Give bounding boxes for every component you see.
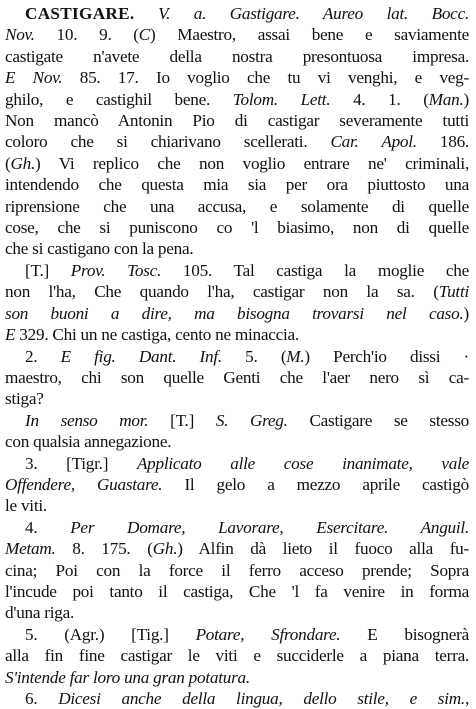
italic-text: Per Domare, Lavorare, Esercitare. Anguil. [70,517,469,537]
entry-text: 3. [Tigr.] [25,453,137,473]
entry-text: riprensione che una accusa, e solamente di quelle [5,196,469,216]
italic-text: Potare, Sfrondare. [195,624,341,644]
entry-text: castigate n'avete della nostra presontuosa impresa. [5,46,469,66]
entry-text: che si castigano con la pena. [5,239,194,259]
italic-text: Gh. [10,153,36,173]
entry-text: con qualsia annegazione. [5,432,172,452]
entry-line [5,346,469,367]
entry-line [5,602,469,623]
italic-text: E fig. Dant. Inf. [60,346,222,366]
entry-text: 10. 9. ( [34,25,139,45]
italic-text: E Nov. [5,68,63,88]
entry-text: alla fin fine castigar le viti e succiderle a piana terra. [5,646,469,666]
entry-line [5,46,469,67]
italic-text: Prov. Tosc. [70,260,162,280]
italic-text: Offendere, Guastare. [5,474,163,494]
entry-text: 6. [25,689,59,708]
entry-line [5,538,469,559]
entry-text: 2. [25,346,61,366]
entry-text: stiga? [5,389,44,409]
entry-text: d'una riga. [5,603,75,623]
entry-text: coloro che si chiarivano scellerati. [5,132,331,152]
entry-line [5,560,469,581]
entry-line [5,174,469,195]
entry-line [5,431,469,452]
headword: CASTIGARE. [25,4,135,23]
entry-text: 5. ( [221,346,287,366]
entry-line [5,517,469,538]
entry-line [5,388,469,409]
entry-text: 8. 175. ( [55,539,153,559]
entry-line [5,24,469,45]
italic-text: S'intende far loro una gran potatura. [5,667,250,687]
entry-text: Non mancò Antonin Pio di castigar severamente tutti [5,111,469,131]
entry-line [5,131,469,152]
entry-text: 4. [25,517,71,537]
entry-text: 329. Chi un ne castiga, cento ne minaccia. [15,325,299,345]
italic-text: Nov. [5,25,35,45]
entry-text: [T.] [25,260,71,280]
entry-line [5,196,469,217]
entry-text: ) Perch'io dissi · [304,346,469,366]
italic-text: Applicato alle cose inanimate, vale [136,453,469,473]
entry-line [5,367,469,388]
entry-text: , [464,689,469,708]
entry-line [5,153,469,174]
italic-text: Car. Apol. [330,132,417,152]
entry-line [5,688,469,709]
entry-text: ) Vi replico che non voglio entrare ne' criminali, [35,153,469,173]
entry-text: E bisognerà [340,624,469,644]
entry-line [5,495,469,516]
entry-text: ) [463,303,469,323]
entry-line [5,110,469,131]
entry-line [5,238,469,259]
entry-text: l'incude poi tanto il castiga, Che 'l fa venire in forma [5,581,469,601]
italic-text: S. Greg. [215,410,288,430]
entry-text: ) Alfin dà lieto il fuoco alla fu- [177,539,469,559]
italic-text: Tolom. Lett. [232,89,331,109]
italic-text: son buoni a dire, ma bisogna trovarsi nel caso. [5,303,464,323]
entry-line [5,281,469,302]
entry-line [5,324,469,345]
entry-text: intendendo che questa mia sia per ora piuttosto una [5,175,469,195]
entry-text: non l'ha, Che quando l'ha, castigar non la sa. ( [5,282,439,302]
italic-text: In senso mor. [25,410,149,430]
entry-text: Castigare se stesso [287,410,469,430]
italic-text: E [5,325,16,345]
entry-line [5,474,469,495]
entry-line [5,453,469,474]
entry-text: 4. 1. ( [330,89,429,109]
entry-line [5,3,469,24]
entry-line [5,89,469,110]
italic-text: M. [286,346,305,366]
entry-text: [T.] [148,410,216,430]
entry-text: 105. Tal castiga la moglie che [161,260,469,280]
entry-text: maestro, chi son quelle Genti che l'aer nero sì ca- [5,367,469,387]
entry-line [5,260,469,281]
entry-text: ghilo, e castighil bene. [5,89,233,109]
entry-text: le viti. [5,496,47,516]
entry-line [5,410,469,431]
entry-line [5,303,469,324]
entry-text: ) [463,89,469,109]
entry-text: 186. [416,132,469,152]
entry-text: ) Maestro, assai bene e saviamente [150,25,469,45]
entry-line [5,645,469,666]
entry-line [5,67,469,88]
italic-text: Dicesi anche della lingua, dello stile, e sim. [58,689,465,708]
entry-text: 85. 17. Io voglio che tu vi venghi, e veg- [62,68,469,88]
entry-text: ( [5,153,11,173]
entry-text: 5. (Agr.) [Tig.] [25,624,196,644]
italic-text: Man. [428,89,464,109]
dictionary-entry-castigare [5,3,469,709]
italic-text: Tutti [438,282,469,302]
entry-text: cose, che si puniscono co 'l biasimo, non di quelle [5,218,469,238]
italic-text: Gh. [152,539,178,559]
italic-text: C [138,25,150,45]
entry-line [5,624,469,645]
entry-line [5,667,469,688]
italic-text: Metam. [5,539,56,559]
italic-text: V. a. Gastigare. Aureo lat. Bocc. [134,4,469,23]
entry-line [5,217,469,238]
entry-text: Il gelo a mezzo aprile castigò [162,474,469,494]
entry-line [5,581,469,602]
entry-text: cina; Poi con la force il ferro acceso prende; Sopra [5,560,469,580]
